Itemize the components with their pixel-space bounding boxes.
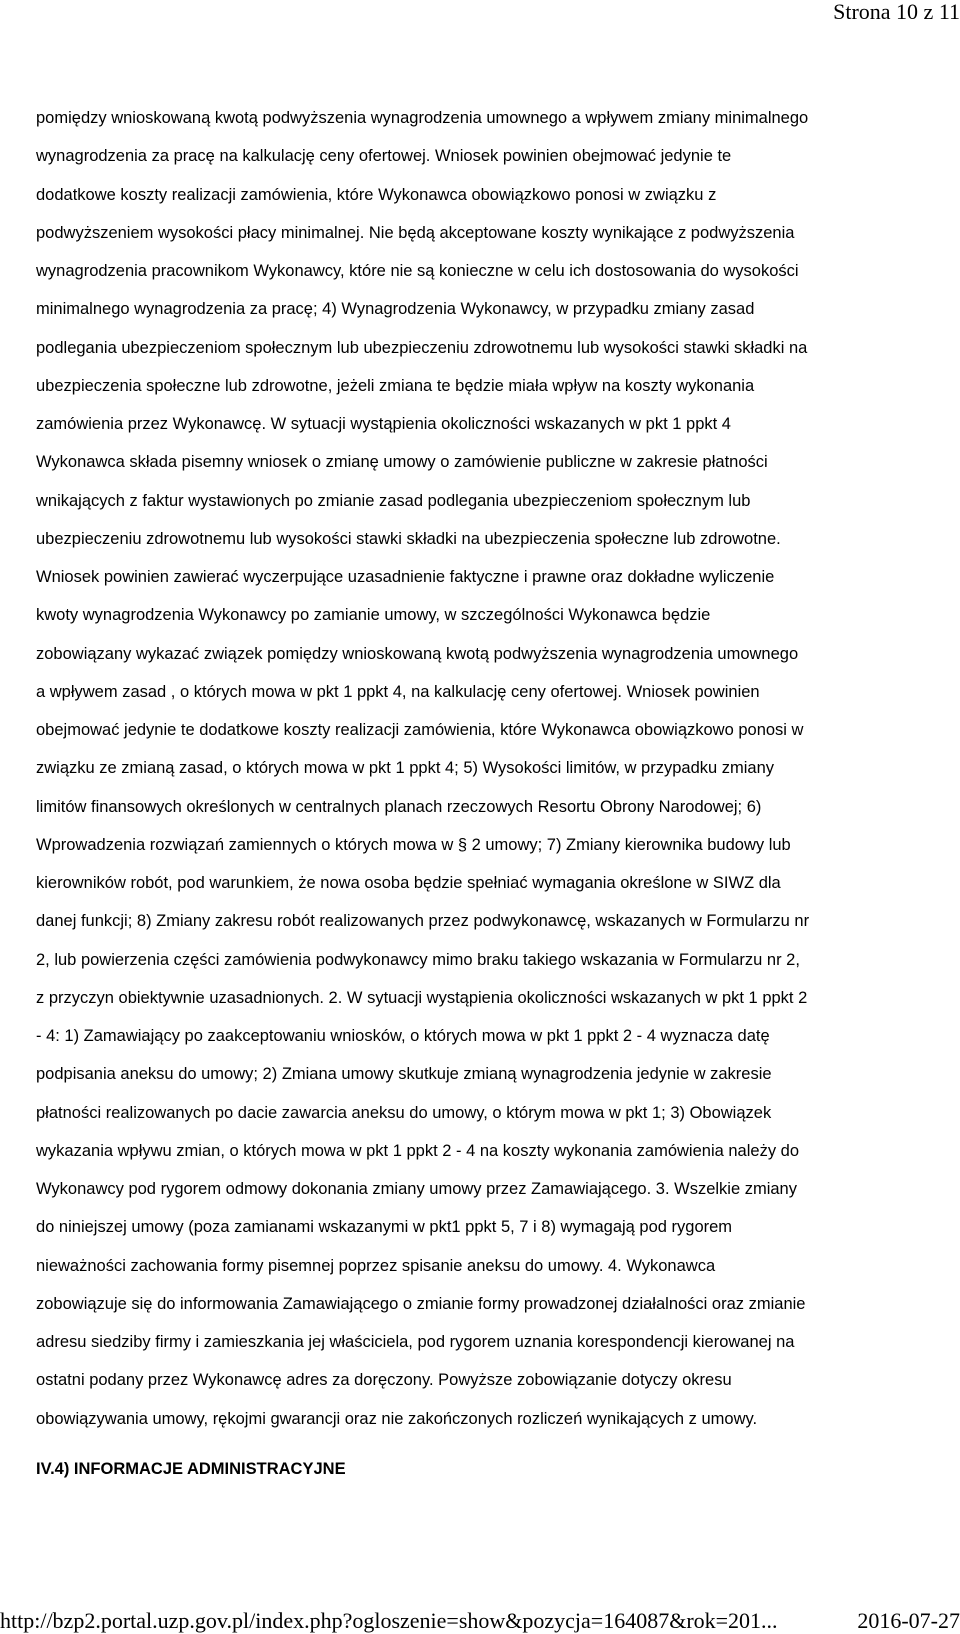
text-line: wynagrodzenia za pracę na kalkulację ceny ofertowej. Wniosek powinien obejmować jedynie te [36,147,732,166]
text-line: nieważności zachowania formy pisemnej poprzez spisanie aneksu do umowy. 4. Wykonawca [36,1256,716,1275]
text-line: zobowiązany wykazać związek pomiędzy wnioskowaną kwotą podwyższenia wynagrodzenia umownego [36,644,799,663]
text-line: związku ze zmianą zasad, o których mowa w pkt 1 ppkt 4; 5) Wysokości limitów, w przypadku zmiany [36,759,775,778]
text-line: obowiązywania umowy, rękojmi gwarancji oraz nie zakończonych rozliczeń wynikających z umowy. [36,1409,758,1428]
text-line: do niniejszej umowy (poza zamianami wskazanymi w pkt1 ppkt 5, 7 i 8) wymagają pod rygorem [36,1218,733,1237]
text-line: zamówienia przez Wykonawcę. W sytuacji wystąpienia okoliczności wskazanych w pkt 1 ppkt 4 [36,415,731,433]
footer-date: 2016-07-27 [857,1608,960,1633]
text-line: 2, lub powierzenia części zamówienia podwykonawcy mimo braku takiego wskazania w Formularzu nr 2, [36,950,800,969]
text-line: a wpływem zasad , o których mowa w pkt 1 ppkt 4, na kalkulację ceny ofertowej. Wniosek powinien [36,682,760,701]
text-line: kierowników robót, pod warunkiem, że nowa osoba będzie spełniać wymagania określone w SIWZ dla [36,874,781,892]
text-line: wykazania wpływu zmian, o których mowa w pkt 1 ppkt 2 - 4 na koszty wykonania zamówienia należy do [36,1141,800,1160]
text-line: - 4: 1) Zamawiający po zaakceptowaniu wniosków, o których mowa w pkt 1 ppkt 2 - 4 wyznacza datę [36,1027,770,1045]
text-line: wynagrodzenia pracownikom Wykonawcy, które nie są konieczne w celu ich dostosowania do wysokości [36,262,799,280]
text-line: podwyższeniem wysokości płacy minimalnej. Nie będą akceptowane koszty wynikające z podwyższenia [36,223,795,242]
text-line: Wykonawcy pod rygorem odmowy dokonania zmiany umowy przez Zamawiającego. 3. Wszelkie zmiany [36,1180,797,1198]
text-line: ostatni podany przez Wykonawcę adres za doręczony. Powyższe zobowiązanie dotyczy okresu [36,1371,732,1390]
document-body [36,99,936,1438]
text-line: z przyczyn obiektywnie uzasadnionych. 2. W sytuacji wystąpienia okoliczności wskazanych w pkt 1 ppkt 2 [36,988,808,1007]
section-heading: IV.4) INFORMACJE ADMINISTRACYJNE [36,1460,346,1478]
text-line: Wykonawca składa pisemny wniosek o zmianę umowy o zamówienie publiczne w zakresie płatności [36,453,768,472]
text-line: obejmować jedynie te dodatkowe koszty realizacji zamówienia, które Wykonawca obowiązkowo ponosi w [36,721,804,739]
text-line: podpisania aneksu do umowy; 2) Zmiana umowy skutkuje zmianą wynagrodzenia jedynie w zakresie [36,1065,772,1084]
text-line: danej funkcji; 8) Zmiany zakresu robót realizowanych przez podwykonawcę, wskazanych w Formularzu nr [36,912,810,931]
text-line: pomiędzy wnioskowaną kwotą podwyższenia wynagrodzenia umownego a wpływem zmiany minimalnego [36,109,809,127]
text-line: ubezpieczeniu zdrowotnemu lub wysokości stawki składki na ubezpieczenia społeczne lub zdrowotne. [36,529,781,548]
text-line: dodatkowe koszty realizacji zamówienia, które Wykonawca obowiązkowo ponosi w związku z [36,185,717,204]
text-line: ubezpieczenia społeczne lub zdrowotne, jeżeli zmiana te będzie miała wpływ na koszty wykonania [36,376,755,395]
text-line: Wprowadzenia rozwiązań zamiennych o których mowa w § 2 umowy; 7) Zmiany kierownika budowy lub [36,835,791,854]
text-line: płatności realizowanych po dacie zawarcia aneksu do umowy, o którym mowa w pkt 1; 3) Obowiązek [36,1103,772,1122]
text-line: minimalnego wynagrodzenia za pracę; 4) Wynagrodzenia Wykonawcy, w przypadku zmiany zasad [36,300,755,319]
text-line: zobowiązuje się do informowania Zamawiającego o zmianie formy prowadzonej działalności oraz zmianie [36,1294,806,1313]
text-line: kwoty wynagrodzenia Wykonawcy po zamianie umowy, w szczególności Wykonawca będzie [36,606,711,625]
text-line: adresu siedziby firmy i zamieszkania jej właściciela, pod rygorem uznania korespondencji kierowanej na [36,1333,795,1351]
text-line: wnikających z faktur wystawionych po zmianie zasad podlegania ubezpieczeniom społecznym lub [36,491,751,510]
text-line: Wniosek powinien zawierać wyczerpujące uzasadnienie faktyczne i prawne oraz dokładne wyliczenie [36,568,775,586]
text-line: podlegania ubezpieczeniom społecznym lub ubezpieczeniu zdrowotnemu lub wysokości stawki składki na [36,338,808,357]
text-line: limitów finansowych określonych w centralnych planach rzeczowych Resortu Obrony Narodowej; 6) [36,797,762,816]
footer-url: http://bzp2.portal.uzp.gov.pl/index.php?ogloszenie=show&pozycja=164087&rok=201... [0,1608,778,1633]
page-number: Strona 10 z 11 [833,0,960,24]
